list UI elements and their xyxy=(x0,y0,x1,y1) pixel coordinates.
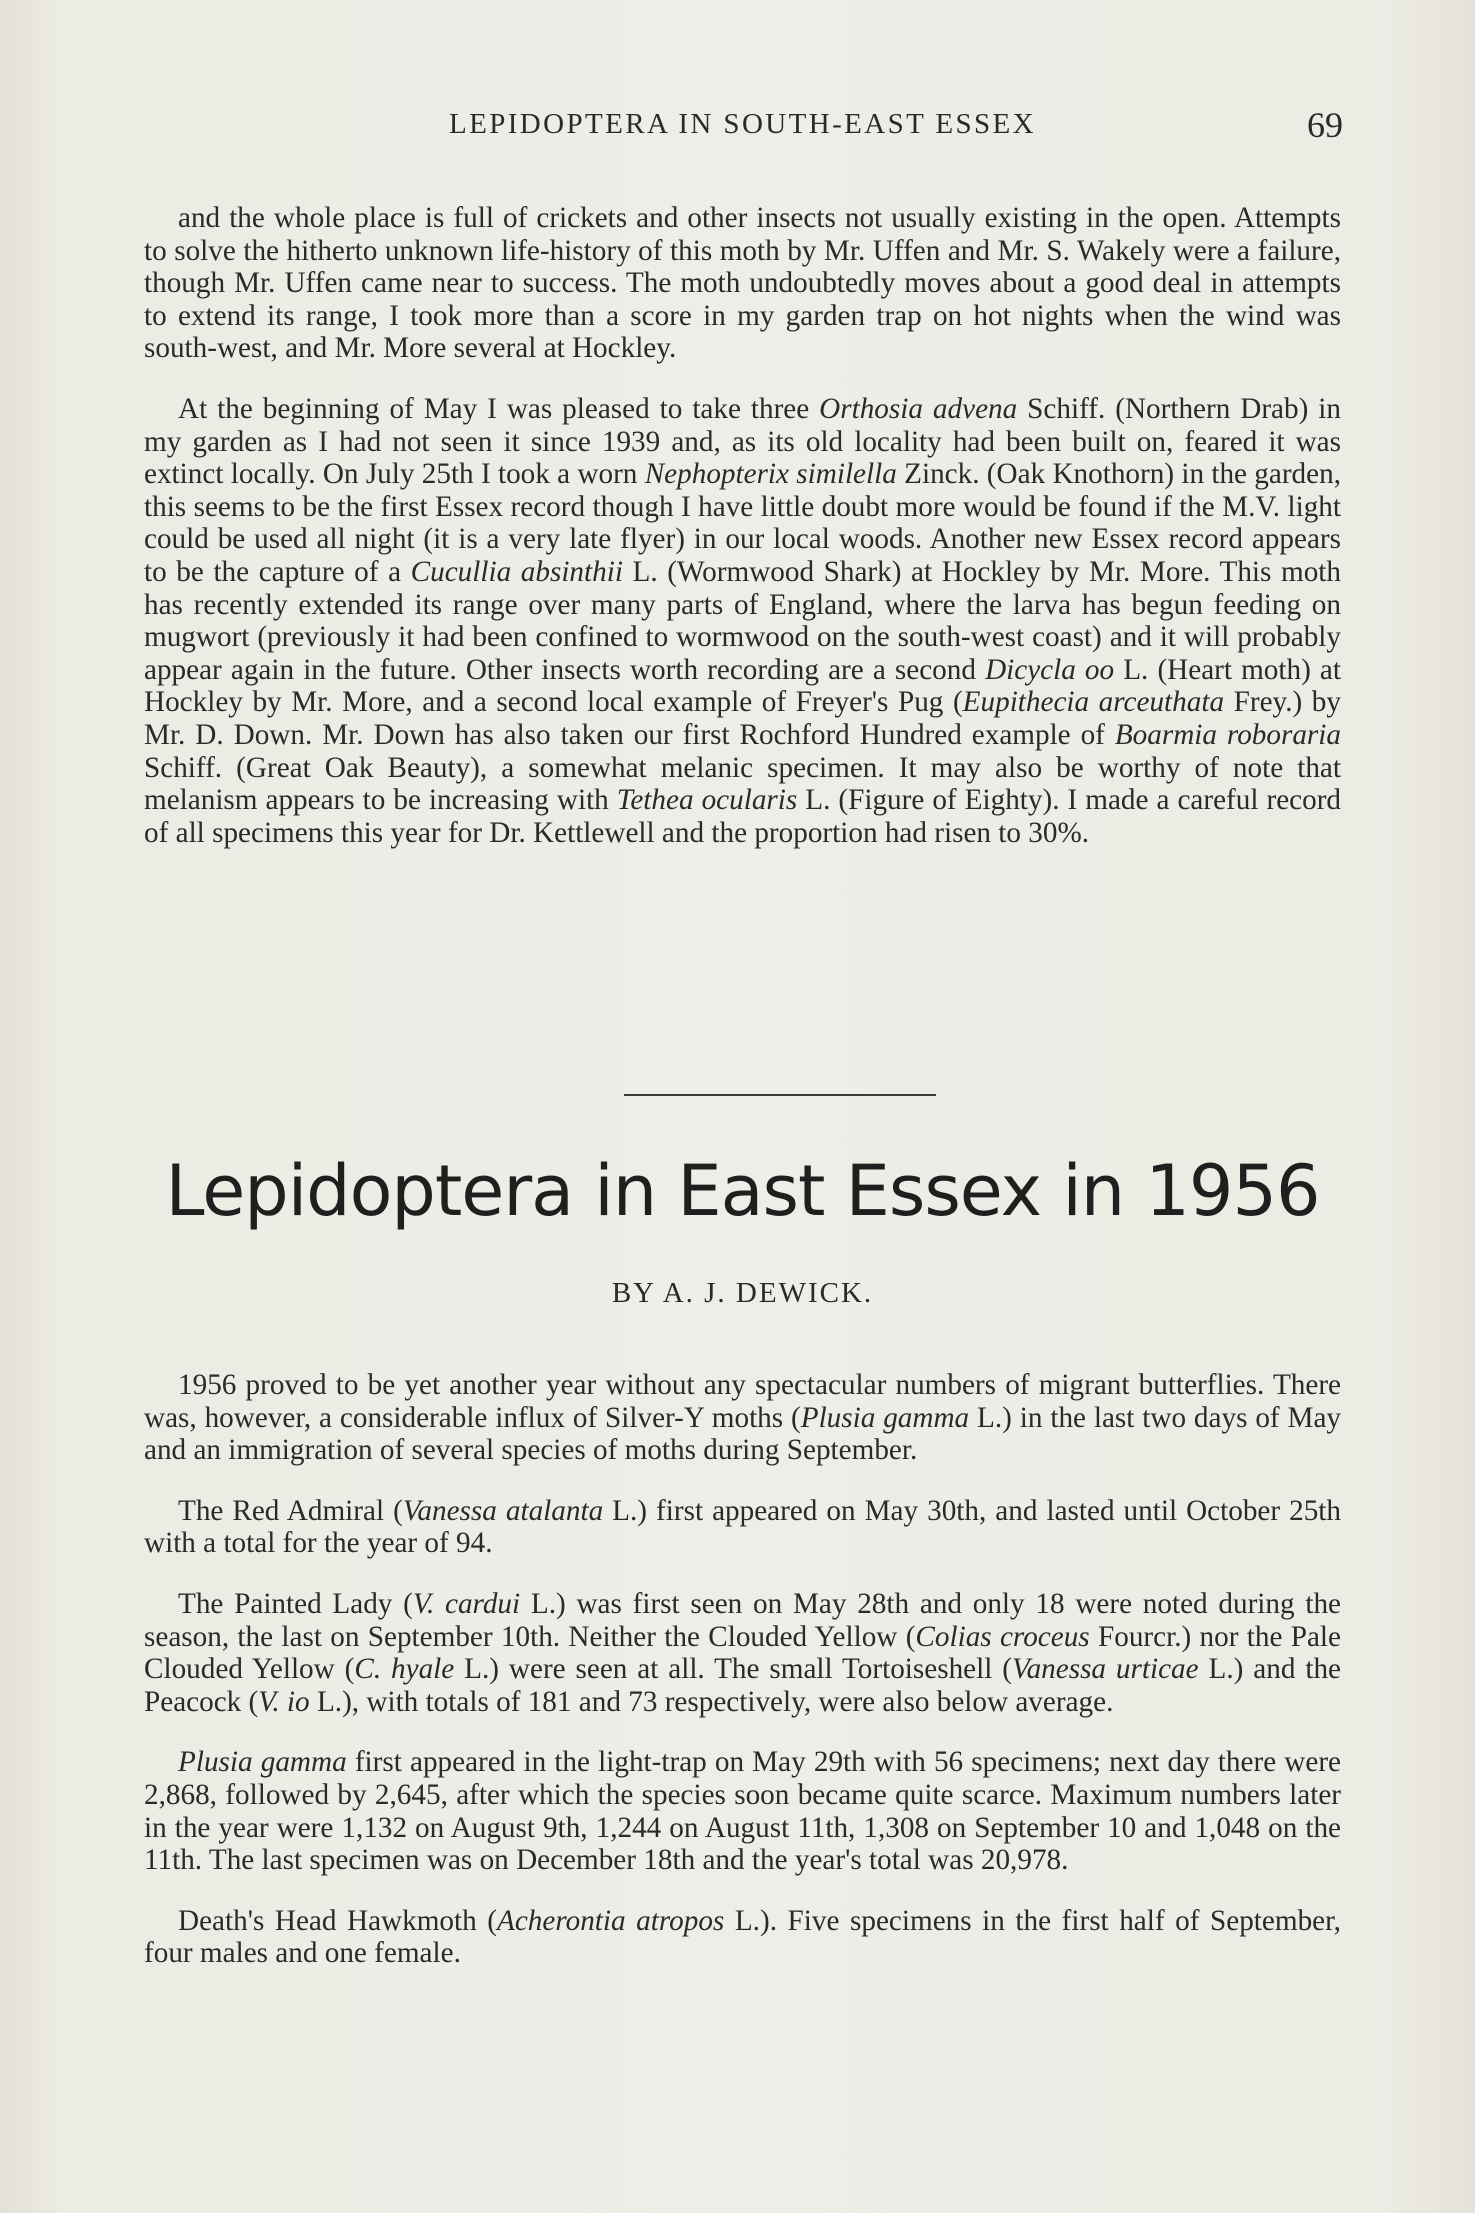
species-name: Cucullia absinthii xyxy=(410,555,623,588)
paragraph xyxy=(144,1588,1341,1718)
text-run: L. (Wormwood Shark) at Hockley by Mr. More. This moth has recently extended its range over many parts of England, where the larva has begun feeding on mugwort (previously it had been confined to wormwood on the south-west coast) and it will probably appear again in the future. Other insects worth recording are a second xyxy=(144,555,1341,686)
species-name: Vanessa atalanta xyxy=(402,1494,604,1527)
page-number: 69 xyxy=(1307,105,1343,145)
species-name: Acherontia atropos xyxy=(497,1904,725,1937)
text-run: Fourcr.) nor the Pale Clouded Yellow ( xyxy=(144,1620,1341,1686)
text-run: Schiff. (Great Oak Beauty), a somewhat melanic specimen. It may also be worthy of note that melanism appears to be increasing with xyxy=(144,751,1341,817)
paragraph xyxy=(144,202,1341,365)
paragraph xyxy=(144,1746,1341,1876)
text-run: Frey.) by Mr. D. Down. Mr. Down has also taken our first Rochford Hundred example of xyxy=(144,686,1341,751)
species-name: Boarmia roboraria xyxy=(1114,718,1341,751)
text-run: The Painted Lady ( xyxy=(178,1587,413,1620)
species-name: Plusia gamma xyxy=(800,1401,970,1434)
species-name: Tethea ocularis xyxy=(616,784,798,817)
previous-article-body xyxy=(144,202,1341,849)
text-run: and the whole place is full of crickets and other insects not usually existing in the open. Attempts to solve the hitherto unknown life-history of this moth by Mr. Uffen and Mr. S. Wakely were a failure, though Mr. Uffen came near to success. The moth undoubtedly moves about a good deal in attempts to extend its range, I took more than a score in my garden trap on hot nights when the wind was south-west, and Mr. More several at Hockley. xyxy=(144,202,1341,365)
species-name: Dicycla oo xyxy=(985,653,1115,686)
species-name: Vanessa urticae xyxy=(1011,1653,1199,1686)
text-run: Schiff. (Northern Drab) in my garden as I had not seen it since 1939 and, as its old locality had been built on, feared it was extinct locally. On July 25th I took a worn xyxy=(144,392,1341,491)
text-run: first appeared in the light-trap on May 29th with 56 specimens; next day there were 2,868, followed by 2,645, after which the species soon became quite scarce. Maximum numbers later in the year were 1,132 on August 9th, 1,244 on August 11th, 1,308 on September 10 and 1,048 on the 11th. The last specimen was on December 18th and the year's total was 20,978. xyxy=(144,1746,1342,1877)
paragraph xyxy=(144,1369,1341,1467)
text-run: L.) first appeared on May 30th, and lasted until October 25th with a total for the year of 94. xyxy=(144,1494,1341,1560)
text-run: L. (Figure of Eighty). I made a careful record of all specimens this year for Dr. Kettlewell and the proportion had risen to 30%. xyxy=(144,784,1342,849)
species-name: Orthosia advena xyxy=(819,392,1018,425)
species-name: V. io xyxy=(258,1685,310,1718)
text-run: L.) was first seen on May 28th and only 18 were noted during the season, the last on September 10th. Neither the Clouded Yellow ( xyxy=(144,1587,1341,1653)
species-name: C. hyale xyxy=(354,1653,455,1686)
text-run: L.) were seen at all. The small Tortoiseshell ( xyxy=(454,1653,1012,1686)
section-divider xyxy=(624,1094,936,1096)
species-name: Nephopterix similella xyxy=(644,458,897,491)
text-run: L.) in the last two days of May and an immigration of several species of moths during September. xyxy=(144,1401,1342,1467)
text-run: 1956 proved to be yet another year without any spectacular numbers of migrant butterflies. There was, however, a considerable influx of Silver-Y moths ( xyxy=(144,1369,1341,1434)
text-run: Zinck. (Oak Knothorn) in the garden, this seems to be the first Essex record though I have little doubt more would be found if the M.V. light could be used all night (it is a very late flyer) in our local woods. Another new Essex record appears to be the capture of a xyxy=(144,458,1341,588)
paragraph xyxy=(144,393,1341,849)
species-name: V. cardui xyxy=(412,1587,521,1620)
running-head-title: LEPIDOPTERA IN SOUTH-EAST ESSEX xyxy=(448,108,1037,140)
text-run: L.) and the Peacock ( xyxy=(144,1653,1341,1718)
paragraph xyxy=(144,1495,1341,1560)
article-byline: BY A. J. DEWICK. xyxy=(611,1277,874,1309)
species-name: Eupithecia arceuthata xyxy=(962,686,1225,719)
running-head xyxy=(142,105,1343,148)
species-name: Colias croceus xyxy=(915,1620,1090,1653)
text-run: The Red Admiral ( xyxy=(178,1494,403,1527)
article-title: Lepidoptera in East Essex in 1956 xyxy=(165,1150,1320,1232)
species-name: Plusia gamma xyxy=(178,1746,347,1779)
text-run: L. (Heart moth) at Hockley by Mr. More, and a second local example of Freyer's Pug ( xyxy=(144,653,1341,719)
text-run: L.), with totals of 181 and 73 respectively, were also below average. xyxy=(309,1685,1114,1718)
text-run: At the beginning of May I was pleased to take three xyxy=(178,392,820,425)
article-body xyxy=(144,1369,1341,1970)
text-run: Death's Head Hawkmoth ( xyxy=(178,1904,497,1937)
paragraph xyxy=(144,1905,1341,1970)
text-run: L.). Five specimens in the first half of September, four males and one female. xyxy=(144,1904,1341,1970)
